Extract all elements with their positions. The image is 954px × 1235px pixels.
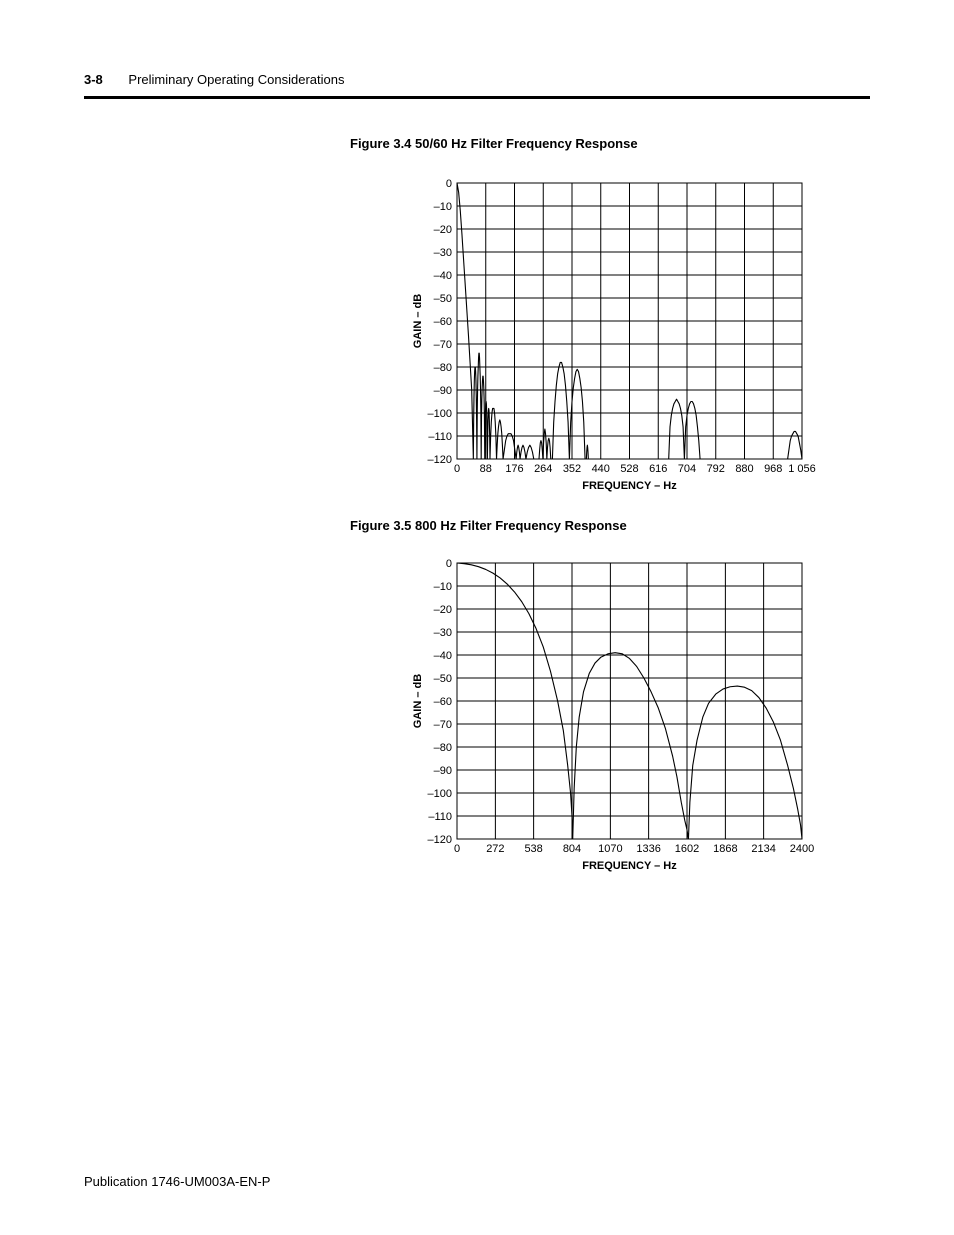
y-tick-label: –40	[433, 650, 452, 662]
section-title: Preliminary Operating Considerations	[128, 72, 345, 87]
publication-footer: Publication 1746-UM003A-EN-P	[84, 1174, 271, 1189]
figure-3-5-chart	[395, 550, 825, 880]
y-tick-label: –80	[433, 742, 452, 754]
y-tick-label: –10	[433, 201, 452, 213]
y-tick-label: –80	[433, 362, 452, 374]
x-tick-label: 176	[505, 463, 524, 475]
y-tick-label: –70	[433, 719, 452, 731]
y-tick-label: –110	[428, 811, 452, 823]
header-rule	[84, 96, 870, 99]
y-axis-label: GAIN – dB	[412, 673, 424, 729]
y-tick-label: –100	[427, 788, 452, 800]
x-tick-label: 2400	[789, 843, 815, 855]
x-tick-label: 2134	[751, 843, 776, 855]
x-tick-label: 88	[479, 463, 492, 475]
x-axis-label: FREQUENCY – Hz	[582, 480, 677, 492]
y-tick-label: 0	[445, 178, 452, 190]
x-tick-label: 0	[453, 843, 461, 855]
y-tick-label: –20	[433, 224, 452, 236]
y-tick-label: –40	[433, 270, 452, 282]
x-tick-label: 1336	[636, 843, 661, 855]
x-tick-label: 0	[453, 463, 461, 475]
x-tick-label: 538	[524, 843, 543, 855]
figure-3-4-chart	[395, 170, 825, 500]
y-axis-label: GAIN – dB	[412, 293, 424, 349]
x-tick-label: 1 056	[788, 463, 816, 475]
x-tick-label: 968	[764, 463, 783, 475]
y-tick-label: –120	[427, 834, 452, 846]
y-tick-label: –20	[433, 604, 452, 616]
x-tick-label: 804	[562, 843, 582, 855]
x-tick-label: 1868	[713, 843, 738, 855]
x-tick-label: 440	[591, 463, 610, 475]
y-tick-label: –50	[433, 293, 452, 305]
x-tick-label: 352	[562, 463, 582, 475]
x-tick-label: 880	[735, 463, 754, 475]
y-tick-label: –120	[427, 454, 452, 466]
x-tick-label: 1602	[674, 843, 700, 855]
y-tick-label: –90	[433, 385, 452, 397]
y-tick-label: –90	[433, 765, 452, 777]
y-tick-label: 0	[445, 558, 452, 570]
y-tick-label: –60	[433, 316, 452, 328]
page-number: 3-8	[84, 72, 103, 87]
y-tick-label: –10	[433, 581, 452, 593]
figure-3-5-caption: Figure 3.5 800 Hz Filter Frequency Response	[350, 518, 627, 533]
y-tick-label: –30	[433, 247, 452, 259]
y-tick-label: –70	[433, 339, 452, 351]
x-axis-label: FREQUENCY – Hz	[582, 860, 677, 872]
y-tick-label: –60	[433, 696, 452, 708]
x-tick-label: 528	[620, 463, 639, 475]
y-tick-label: –50	[433, 673, 452, 685]
y-tick-label: –110	[428, 431, 452, 443]
page-header	[84, 72, 344, 87]
x-tick-label: 616	[649, 463, 668, 475]
figure-3-4-caption: Figure 3.4 50/60 Hz Filter Frequency Response	[350, 136, 638, 151]
x-tick-label: 704	[677, 463, 697, 475]
y-tick-label: –100	[427, 408, 452, 420]
y-tick-label: –30	[433, 627, 452, 639]
x-tick-label: 792	[706, 463, 725, 475]
x-tick-label: 1070	[598, 843, 623, 855]
x-tick-label: 264	[534, 463, 553, 475]
x-tick-label: 272	[486, 843, 505, 855]
